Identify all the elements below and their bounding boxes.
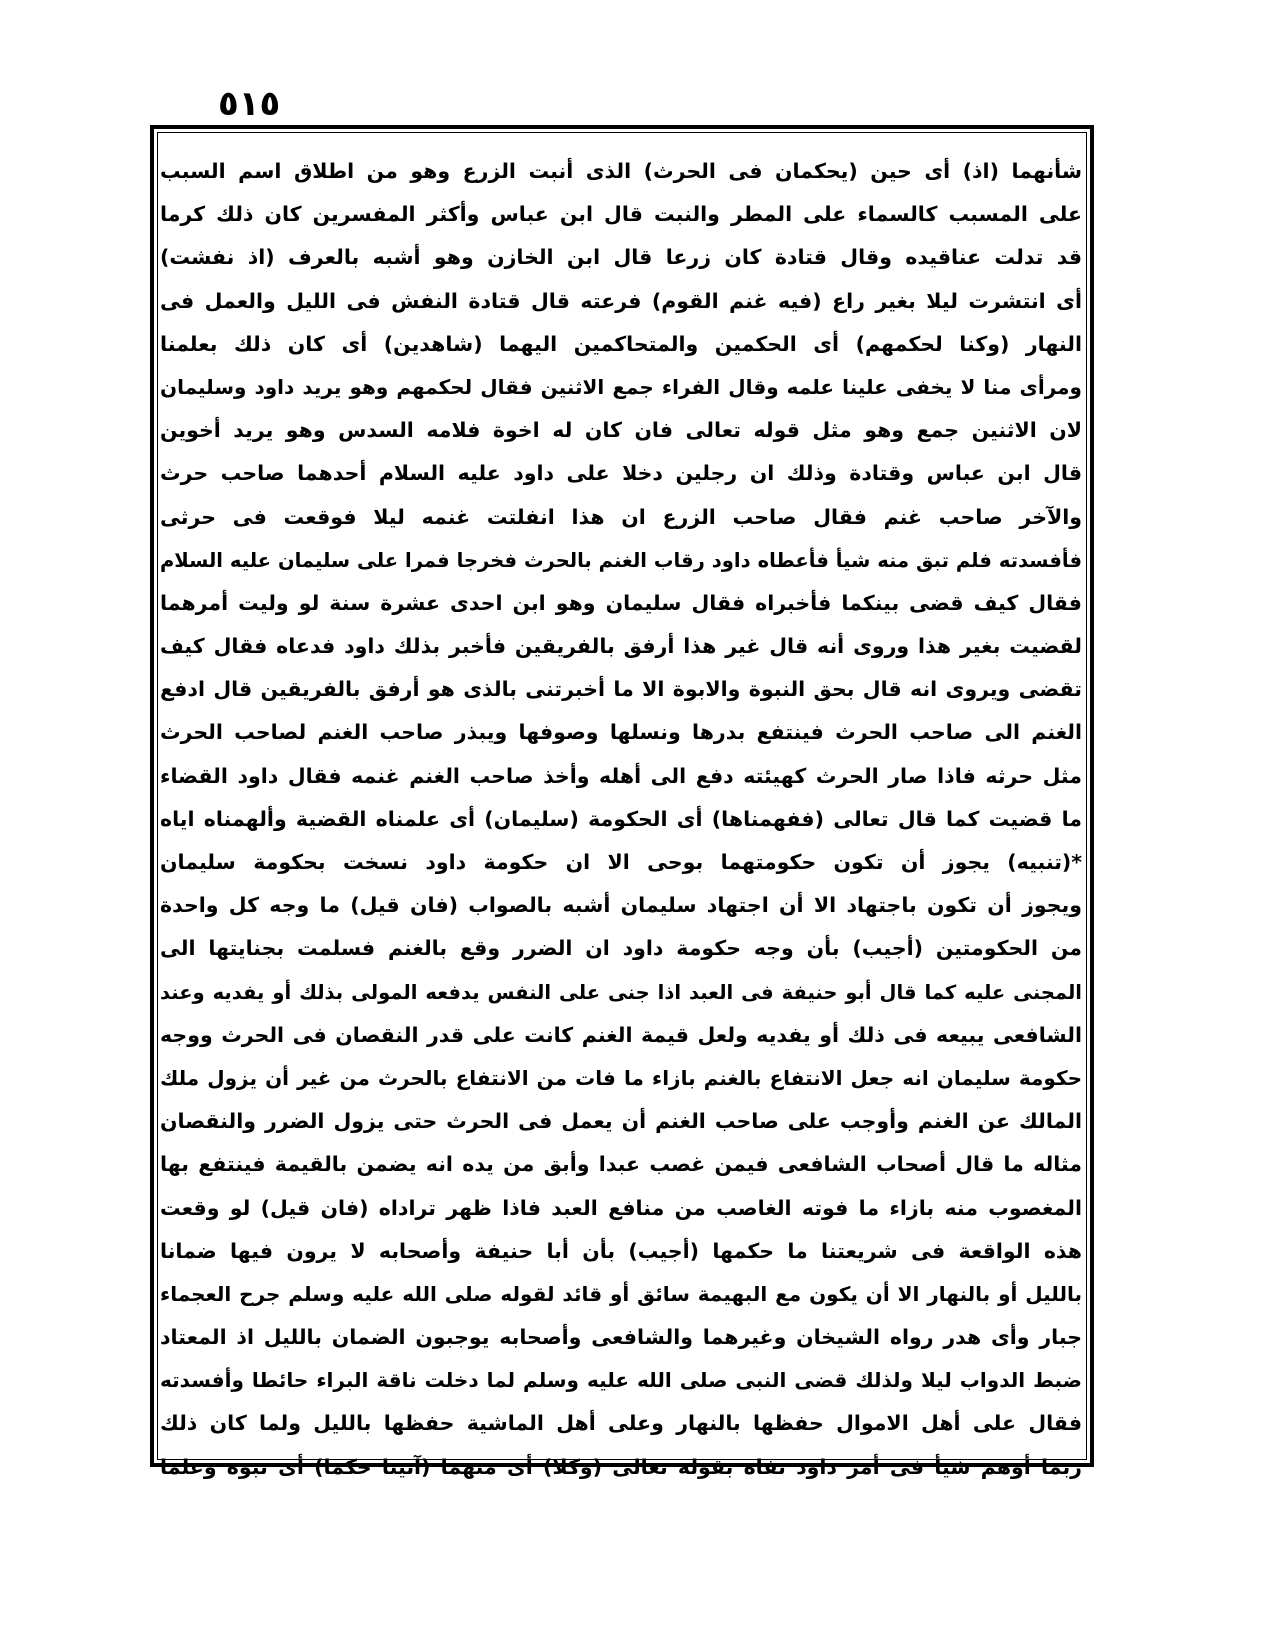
text-line: مثاله ما قال أصحاب الشافعى فيمن غصب عبدا وأبق من يده انه يضمن بالقيمة فينتفع بها: [160, 1152, 1082, 1177]
text-line: حكومة سليمان انه جعل الانتفاع بالغنم بازاء ما فات من الانتفاع بالحرث من غير أن يزول ملك: [160, 1065, 1082, 1090]
text-line: ومرأى منا لا يخفى علينا علمه وقال الفراء جمع الاثنين فقال لحكمهم وهو يريد داود وسليمان: [160, 374, 1082, 399]
text-line: الغنم الى صاحب الحرث فينتفع بدرها ونسلها وصوفها ويبذر صاحب الغنم لصاحب الحرث: [160, 720, 1082, 745]
text-line: ضبط الدواب ليلا ولذلك قضى النبى صلى الله عليه وسلم لما دخلت ناقة البراء حائطا وأفسدته: [160, 1368, 1082, 1393]
text-line: *(تنبيه) يجوز أن تكون حكومتهما بوحى الا ان حكومة داود نسخت بحكومة سليمان: [160, 850, 1082, 874]
text-line: قال ابن عباس وقتادة وذلك ان رجلين دخلا على داود عليه السلام أحدهما صاحب حرث: [160, 461, 1082, 486]
text-line: مثل حرثه فاذا صار الحرث كهيئته دفع الى أهله وأخذ صاحب الغنم غنمه فقال داود القضاء: [160, 763, 1082, 788]
text-line: ويجوز أن تكون باجتهاد الا أن اجتهاد سليمان أشبه بالصواب (فان قيل) ما وجه كل واحدة: [160, 893, 1082, 918]
text-line: لان الاثنين جمع وهو مثل قوله تعالى فان كان له اخوة فلامه السدس وهو يريد أخوين: [160, 418, 1082, 443]
text-line: فقال كيف قضى بينكما فأخبراه فقال سليمان وهو ابن احدى عشرة سنة لو وليت أمرهما: [160, 590, 1082, 615]
text-line: الشافعى يبيعه فى ذلك أو يفديه ولعل قيمة الغنم كانت على قدر النقصان فى الحرث ووجه: [160, 1022, 1082, 1047]
text-line: هذه الواقعة فى شريعتنا ما حكمها (أجيب) بأن أبا حنيفة وأصحابه لا يرون فيها ضمانا: [160, 1238, 1082, 1263]
text-line: المجنى عليه كما قال أبو حنيفة فى العبد اذا جنى على النفس يدفعه المولى بذلك أو يفديه وعند: [160, 980, 1082, 1004]
text-line: تقضى ويروى انه قال بحق النبوة والابوة الا ما أخبرتنى بالذى هو أرفق بالفريقين قال ادفع: [160, 677, 1082, 702]
text-line: جبار وأى هدر رواه الشيخان وغيرهما والشافعى وأصحابه يوجبون الضمان بالليل اذ المعتاد: [160, 1325, 1082, 1350]
text-body: [160, 150, 1082, 1479]
text-line: والآخر صاحب غنم فقال صاحب الزرع ان هذا انفلتت غنمه ليلا فوقعت فى حرثى: [160, 504, 1082, 529]
text-line: أى انتشرت ليلا بغير راع (فيه غنم القوم) فرعته قال قتادة النفش فى الليل والعمل فى: [160, 288, 1082, 313]
text-line: لقضيت بغير هذا وروى أنه قال غير هذا أرفق بالفريقين فأخبر بذلك داود فدعاه فقال كيف: [160, 634, 1082, 659]
text-line: قد تدلت عناقيده وقال قتادة كان زرعا قال ابن الخازن وهو أشبه بالعرف (اذ نفشت): [160, 245, 1082, 270]
text-line: شأنهما (اذ) أى حين (يحكمان فى الحرث) الذى أنبت الزرع وهو من اطلاق اسم السبب: [160, 159, 1082, 183]
text-line: فقال على أهل الاموال حفظها بالنهار وعلى أهل الماشية حفظها بالليل ولما كان ذلك: [160, 1411, 1082, 1436]
text-line: ما قضيت كما قال تعالى (ففهمناها) أى الحكومة (سليمان) أى علمناه القضية وألهمناه اياه: [160, 806, 1082, 831]
text-line: المغصوب منه بازاء ما فوته الغاصب من منافع العبد فاذا ظهر تراداه (فان قيل) لو وقعت: [160, 1195, 1082, 1220]
text-line: من الحكومتين (أجيب) بأن وجه حكومة داود ان الضرر وقع بالغنم فسلمت بجنايتها الى: [160, 936, 1082, 961]
text-line: ربما أوهم شيأ فى أمر داود نفاه بقوله تعالى (وكلا) أى منهما (آتينا حكما) أى نبوة وعلما: [160, 1454, 1082, 1479]
page-number: ٥١٥: [218, 84, 281, 124]
text-line: على المسبب كالسماء على المطر والنبت قال ابن عباس وأكثر المفسرين كان ذلك كرما: [160, 202, 1082, 227]
text-line: المالك عن الغنم وأوجب على صاحب الغنم أن يعمل فى الحرث حتى يزول الضرر والنقصان: [160, 1109, 1082, 1134]
text-line: فأفسدته فلم تبق منه شيأ فأعطاه داود رقاب الغنم بالحرث فخرجا فمرا على سليمان عليه السلام: [160, 548, 1082, 572]
text-line: النهار (وكنا لحكمهم) أى الحكمين والمتحاكمين اليهما (شاهدين) أى كان ذلك بعلمنا: [160, 331, 1082, 356]
text-line: بالليل أو بالنهار الا أن يكون مع البهيمة سائق أو قائد لقوله صلى الله عليه وسلم جرح العجماء: [160, 1281, 1082, 1306]
